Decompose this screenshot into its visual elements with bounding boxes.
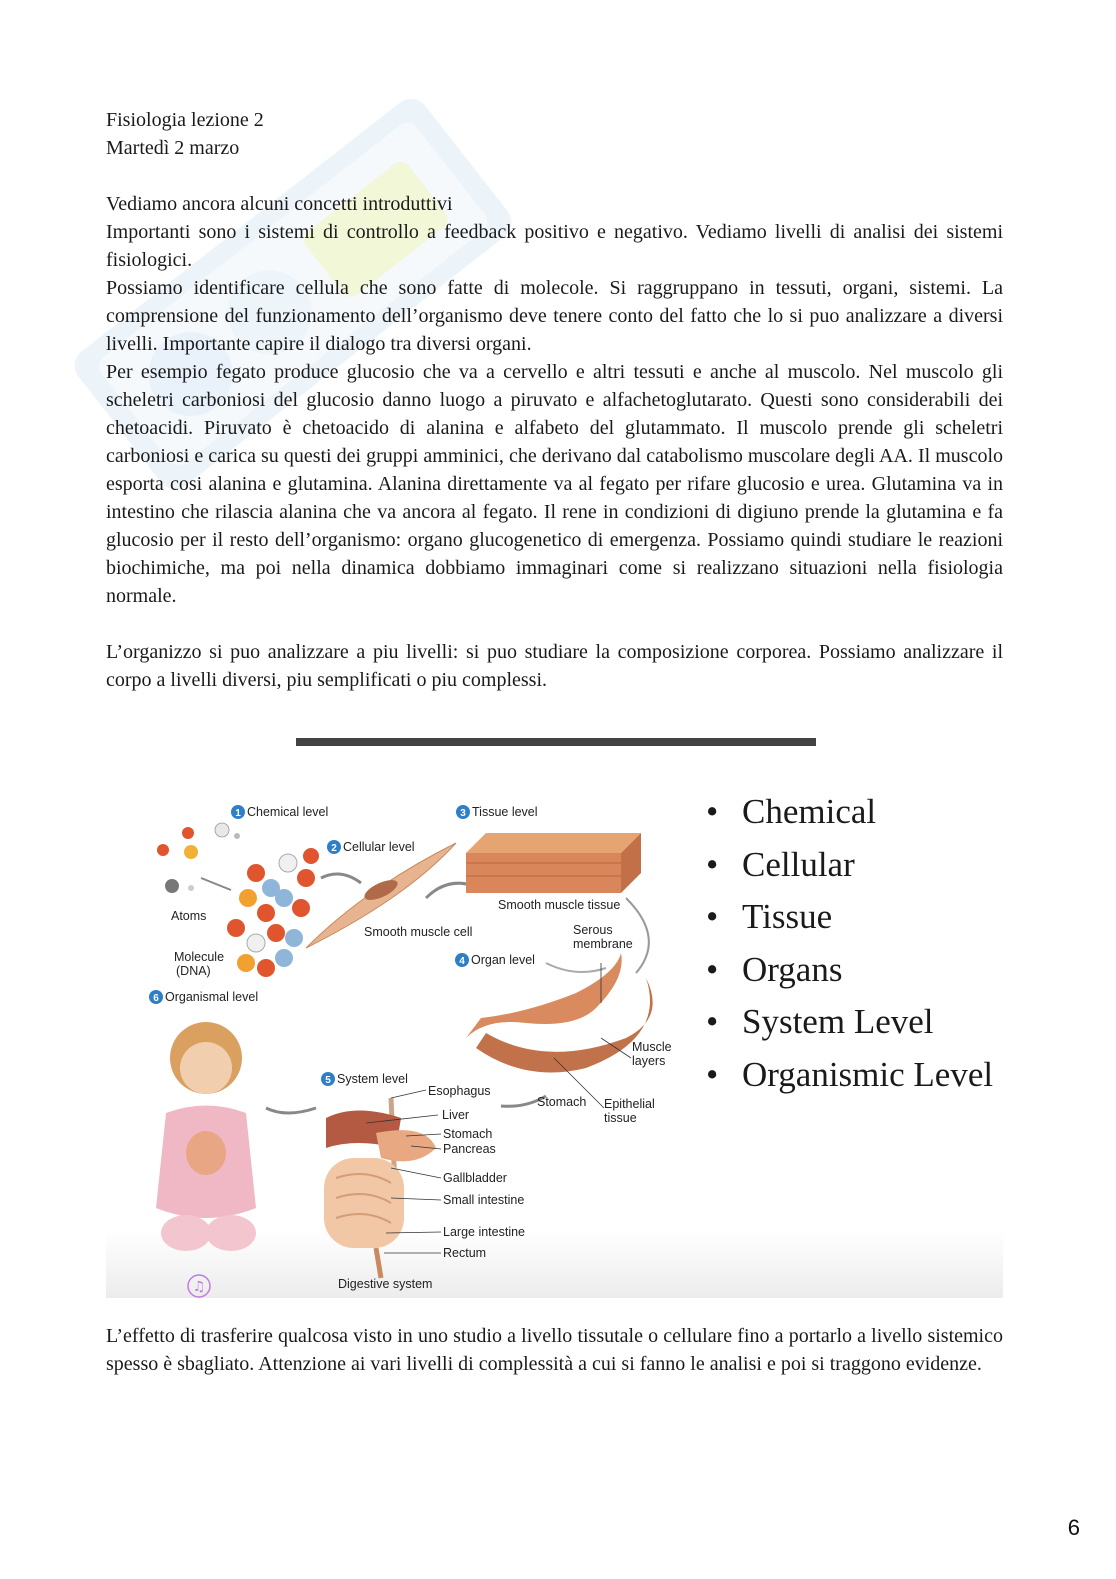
atoms-illustration (157, 823, 240, 893)
liver-label: Liver (442, 1108, 470, 1122)
page-number: 6 (1067, 1515, 1080, 1540)
organismal-level-label: Organismal level (165, 990, 259, 1004)
muscle-label: Muscle (632, 1040, 672, 1054)
membrane-label: membrane (573, 937, 633, 951)
small-intestine-label: Small intestine (443, 1193, 525, 1207)
music-note-glyph: ♫ (192, 1279, 206, 1295)
arrow-icon (201, 878, 231, 890)
bullet-item: • Chemical (706, 792, 877, 831)
dna-label: (DNA) (176, 964, 211, 978)
paragraph-feedback: Importanti sono i sistemi di controllo a feedback positivo e negativo. Vediamo livelli di analisi dei sistemi fisiologici. (106, 221, 1003, 271)
level-number: 2 (331, 843, 337, 854)
lecture-date: Martedì 2 marzo (106, 137, 240, 159)
child-organismal-illustration (156, 1022, 256, 1251)
stomach-label: Stomach (443, 1127, 493, 1141)
chemical-level-label: Chemical level (247, 805, 329, 819)
digestive-system-illustration (324, 1098, 436, 1278)
paragraph-levels: Possiamo identificare cellula che sono fatte di molecole. Si raggruppano in tessuti, organi, sistemi. La comprensione del funzionamento dell’organismo deve tenere conto del fatto che lo si puo analizzare a diversi livelli. Importante capire il dialogo tra diversi organi. (106, 277, 1003, 355)
organ-level-label: Organ level (471, 953, 535, 967)
digestive-system-label: Digestive system (338, 1277, 433, 1291)
arrow-icon (266, 1108, 316, 1113)
serous-label: Serous (573, 923, 613, 937)
stomach-organ-illustration (466, 953, 653, 1073)
paragraph-example: Per esempio fegato produce glucosio che va a cervello e altri tessuti e anche al muscolo. Nel muscolo gli scheletri carboniosi del glucosio danno luogo a piruvato e alfachetoglutarato. Questi sono considerabili dei chetoacidi. Piruvato è chetoacido di alanina e alfabeto del glutammato. Il muscolo prende gli scheletri carboniosi e carica su questi dei gruppi amminici, che derivano dal catabolismo muscolare degli AA. Il muscolo esporta cosi alanina e glutamina. Alanina direttamente va al fegato per rifare glucosio e urea. Glutamina va in intestino che rilascia alanina che va ancora al fegato. Il rene in condizioni di digiuno prende la glutamina e fa glucosio per il resto dell’organismo: organo glucogenetico di emergenza. Possiamo quindi studiare le reazioni biochimiche, ma poi nella dinamica dobbiamo immaginari come si realizzano situazioni nella fisiologia normale. (106, 361, 1003, 607)
cellular-level-label: Cellular level (343, 840, 415, 854)
tissue-level-label: Tissue level (472, 805, 538, 819)
epithelial-label: Epithelial (604, 1097, 655, 1111)
rectum-label: Rectum (443, 1246, 487, 1260)
bullet-item: • Organs (706, 949, 843, 989)
smooth-muscle-tissue-illustration (466, 833, 641, 893)
level-number: 3 (460, 808, 466, 819)
smooth-muscle-cell-label: Smooth muscle cell (364, 925, 473, 939)
bullet-item: • Tissue (706, 897, 833, 936)
level-number: 4 (459, 956, 465, 967)
arrow-icon (426, 883, 471, 898)
tissue-label: tissue (604, 1111, 637, 1125)
paragraph-conclusion: L’effetto di trasferire qualcosa visto in uno studio a livello tissutale o cellulare fino a portarlo a livello sistemico spesso è sbagliato. Attenzione ai vari livelli di complessità a cui si fanno le analisi e poi si traggono evidenze. (106, 1325, 1003, 1375)
gallbladder-label: Gallbladder (443, 1171, 507, 1185)
atoms-label: Atoms (171, 909, 207, 923)
document-text (106, 106, 1003, 694)
intro-paragraph: Vediamo ancora alcuni concetti introduttivi (106, 193, 453, 215)
layers-label: layers (632, 1054, 666, 1068)
closing-text (106, 1322, 1003, 1378)
large-intestine-label: Large intestine (443, 1225, 526, 1239)
esophagus-label: Esophagus (428, 1084, 491, 1098)
level-number: 1 (235, 808, 241, 819)
bullet-item: • Organismic Level (706, 1054, 994, 1094)
levels-of-organization-figure (106, 738, 1003, 1298)
cropped-heading (296, 738, 816, 746)
levels-bullet-list (706, 786, 993, 1101)
bullet-item: • System Level (706, 1002, 934, 1041)
stomach-organ-label: Stomach (537, 1095, 587, 1109)
dna-molecule-illustration (227, 848, 319, 977)
smooth-muscle-tissue-label: Smooth muscle tissue (498, 898, 621, 912)
level-number: 6 (153, 993, 159, 1004)
system-level-label: System level (337, 1072, 408, 1086)
paragraph-organism: L’organizzo si puo analizzare a piu livelli: si puo studiare la composizione corporea. Possiamo analizzare il corpo a livelli diversi, piu semplificati o piu complessi. (106, 641, 1003, 691)
pancreas-label: Pancreas (443, 1142, 496, 1156)
arrow-icon (626, 898, 649, 973)
bullet-item: • Cellular (706, 844, 855, 884)
arrow-icon (321, 874, 361, 883)
lecture-title: Fisiologia lezione 2 (106, 109, 264, 131)
molecule-label: Molecule (174, 950, 225, 964)
level-number: 5 (325, 1075, 331, 1086)
